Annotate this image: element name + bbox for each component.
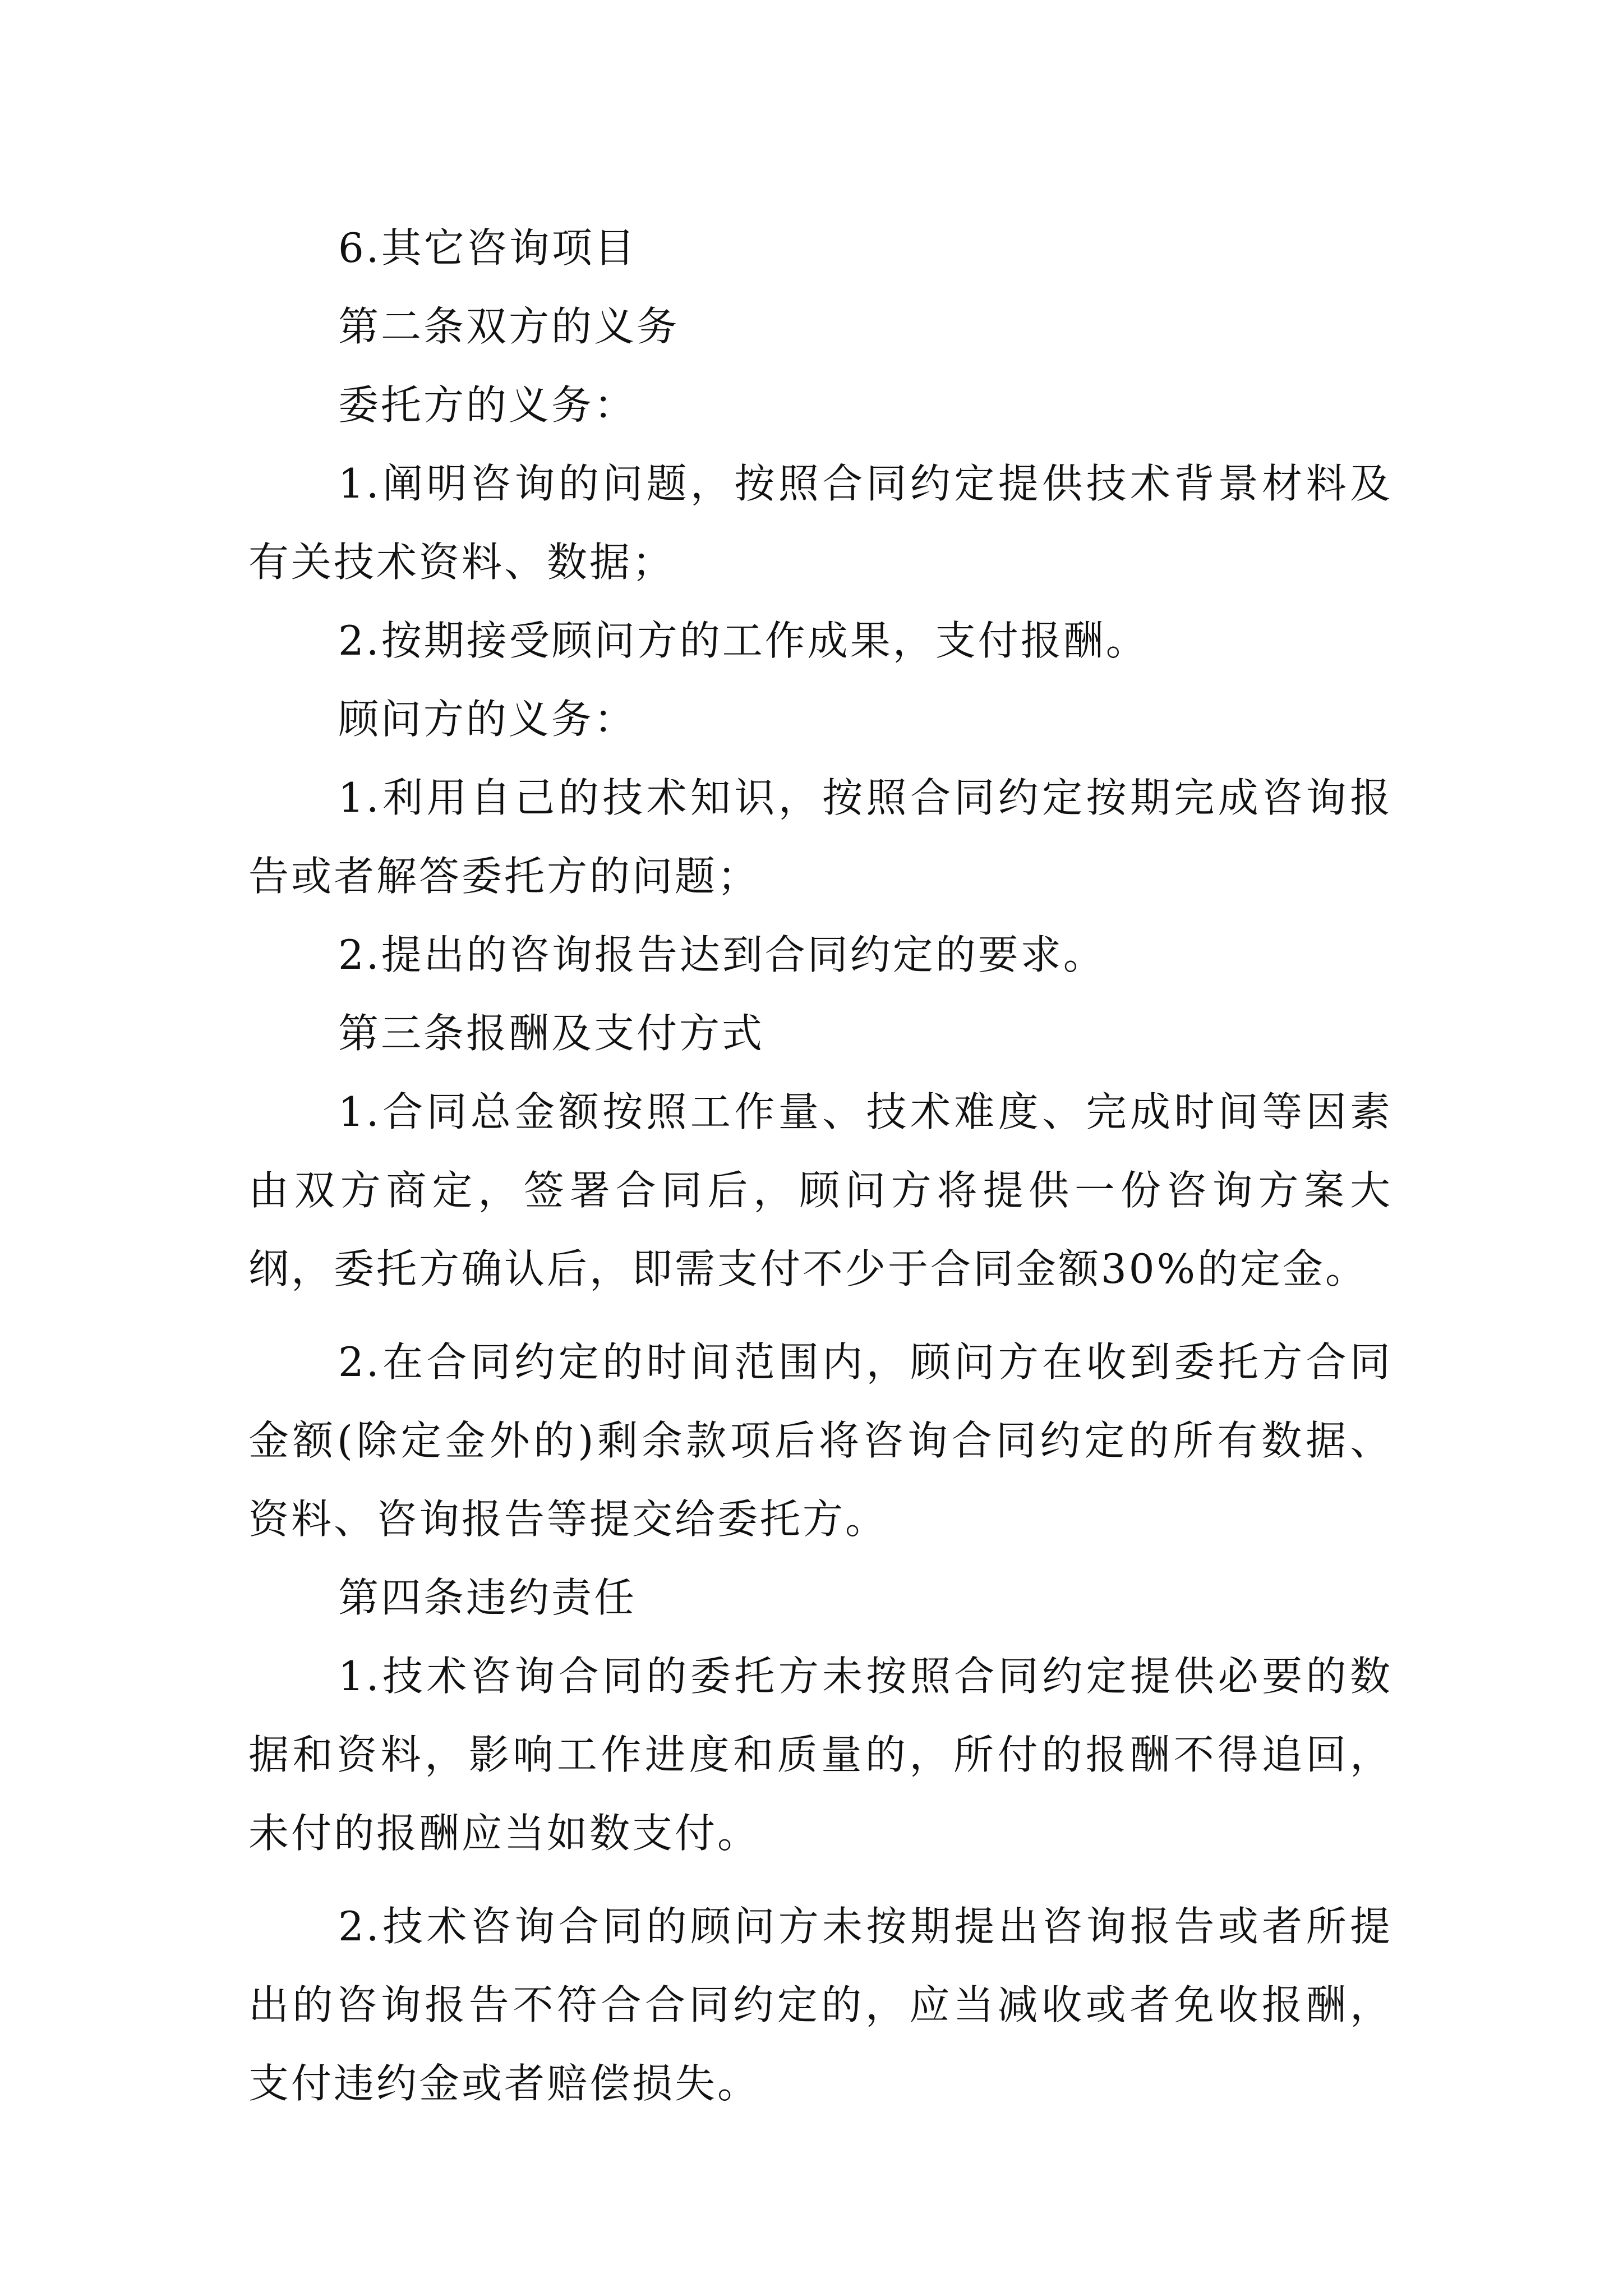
payment-clause-1: 1.合同总金额按照工作量、技术难度、完成时间等因素由双方商定，签署合同后，顾问方将提供一份咨询方案大纲，委托方确认后，即需支付不少于合同金额30%的定金。	[248, 1088, 1393, 1292]
section-heading-article-2: 第二条双方的义务	[338, 303, 680, 350]
subheading-client-obligations: 委托方的义务：	[338, 381, 637, 429]
paragraph-item-6: 6.其它咨询项目	[338, 224, 637, 272]
consultant-obligation-2: 2.提出的咨询报告达到合同约定的要求。	[338, 931, 1106, 978]
client-obligation-2: 2.按期接受顾问方的工作成果，支付报酬。	[338, 617, 1149, 664]
subheading-consultant-obligations: 顾问方的义务：	[338, 696, 637, 743]
client-obligation-1: 1.阐明咨询的问题，按照合同约定提供技术背景材料及有关技术资料、数据；	[248, 460, 1393, 586]
section-heading-article-4: 第四条违约责任	[338, 1574, 637, 1621]
consultant-obligation-1: 1.利用自己的技术知识，按照合同约定按期完成咨询报告或者解答委托方的问题；	[248, 774, 1393, 900]
breach-clause-2: 2.技术咨询合同的顾问方未按期提出咨询报告或者所提出的咨询报告不符合合同约定的，应当减收或者免收报酬，支付违约金或者赔偿损失。	[248, 1903, 1393, 2107]
section-heading-article-3: 第三条报酬及支付方式	[338, 1010, 765, 1057]
payment-clause-2: 2.在合同约定的时间范围内，顾问方在收到委托方合同金额(除定金外的)剩余款项后将咨询合同约定的所有数据、资料、咨询报告等提交给委托方。	[248, 1338, 1393, 1543]
breach-clause-1: 1.技术咨询合同的委托方未按照合同约定提供必要的数据和资料，影响工作进度和质量的，所付的报酬不得追回，未付的报酬应当如数支付。	[248, 1653, 1393, 1857]
document-body	[248, 209, 1393, 2123]
